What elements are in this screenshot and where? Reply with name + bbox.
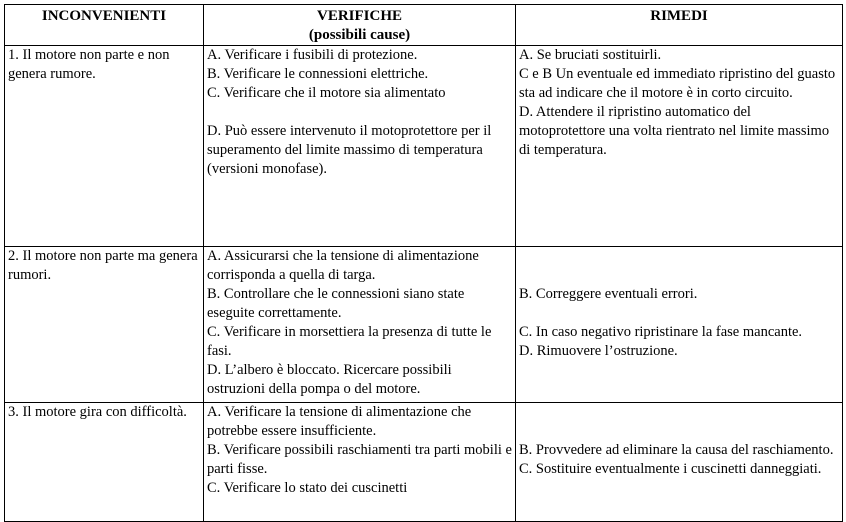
check-item: B. Verificare le connessioni elettriche.	[207, 66, 429, 82]
remedy-item: D. Attendere il ripristino automatico del motoprotettore una volta rientrato nel limite massimo di temperatura.	[519, 104, 830, 158]
header-rimedi: RIMEDI	[516, 5, 843, 46]
check-item: B. Verificare possibili raschiamenti tra parti mobili e parti fisse.	[207, 442, 512, 477]
spacer	[519, 266, 839, 285]
remedies-cell	[516, 46, 843, 247]
table-row	[5, 247, 843, 403]
spacer	[519, 304, 839, 323]
problem-cell: 1. Il motore non parte e non genera rumore.	[5, 46, 204, 247]
table-row	[5, 46, 843, 247]
check-item: C. Verificare lo stato dei cuscinetti	[207, 480, 408, 496]
checks-cell	[204, 403, 516, 522]
header-verifiche-title: VERIFICHE	[316, 8, 402, 24]
remedy-item: A. Se bruciati sostituirli.	[519, 47, 662, 63]
check-item: D. Può essere intervenuto il motoprotettore per il superamento del limite massimo di temperatura (versioni monofase).	[207, 123, 492, 177]
table-row	[5, 403, 843, 522]
remedy-item: B. Provvedere ad eliminare la causa del raschiamento.	[519, 442, 834, 458]
check-item: A. Verificare i fusibili di protezione.	[207, 47, 418, 63]
check-item: B. Controllare che le connessioni siano state eseguite correttamente.	[207, 286, 465, 321]
header-row	[5, 5, 843, 46]
header-inconvenienti: INCONVENIENTI	[5, 5, 204, 46]
check-item: D. L’albero è bloccato. Ricercare possibili ostruzioni della pompa o del motore.	[207, 362, 452, 397]
check-item: C. Verificare in morsettiera la presenza di tutte le fasi.	[207, 324, 492, 359]
spacer	[207, 103, 512, 122]
remedy-item: C. Sostituire eventualmente i cuscinetti danneggiati.	[519, 461, 822, 477]
remedy-item: C e B Un eventuale ed immediato ripristino del guasto sta ad indicare che il motore è in corto circuito.	[519, 66, 836, 101]
header-verifiche	[204, 5, 516, 46]
checks-cell	[204, 46, 516, 247]
spacer	[519, 403, 839, 422]
check-item: A. Assicurarsi che la tensione di alimentazione corrisponda a quella di targa.	[207, 248, 479, 283]
remedy-item: B. Correggere eventuali errori.	[519, 286, 698, 302]
remedy-item: D. Rimuovere l’ostruzione.	[519, 343, 678, 359]
remedies-cell	[516, 247, 843, 403]
check-item: C. Verificare che il motore sia alimentato	[207, 85, 446, 101]
spacer	[519, 422, 839, 441]
remedies-cell	[516, 403, 843, 522]
check-item: A. Verificare la tensione di alimentazione che potrebbe essere insufficiente.	[207, 404, 472, 439]
problem-cell: 3. Il motore gira con difficoltà.	[5, 403, 204, 522]
spacer	[519, 247, 839, 266]
remedy-item: C. In caso negativo ripristinare la fase mancante.	[519, 324, 803, 340]
problem-cell: 2. Il motore non parte ma genera rumori.	[5, 247, 204, 403]
troubleshooting-table	[4, 4, 843, 522]
header-verifiche-subtitle: (possibili cause)	[308, 27, 411, 43]
checks-cell	[204, 247, 516, 403]
